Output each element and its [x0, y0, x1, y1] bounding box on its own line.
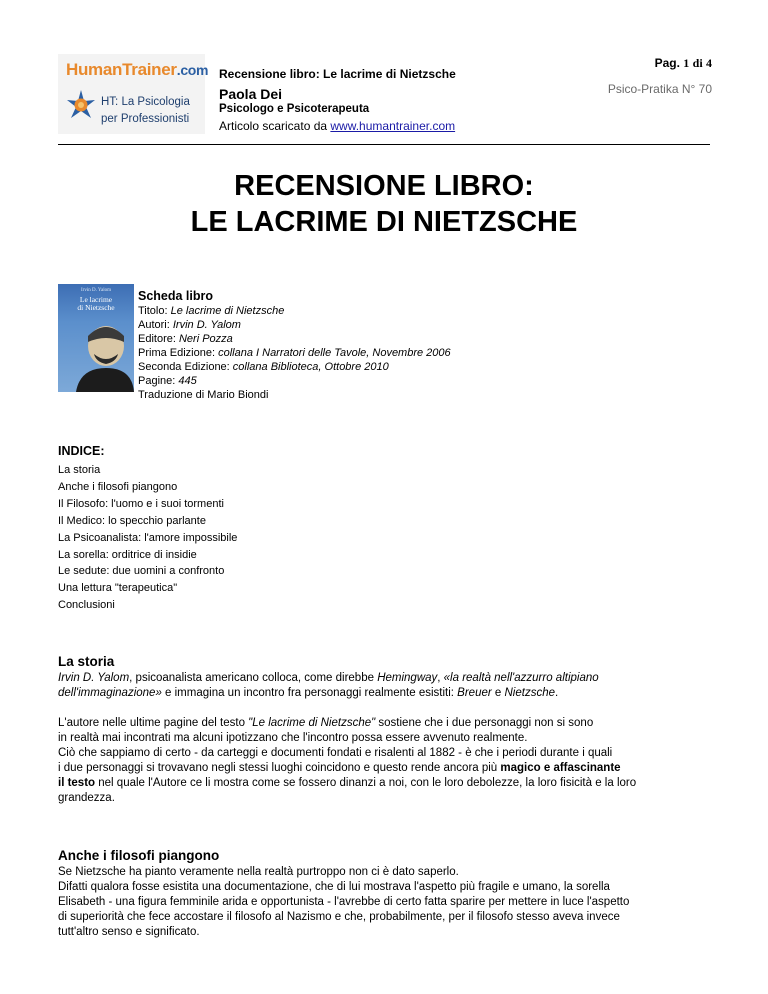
- header-divider: [58, 144, 710, 145]
- paragraph-filosofi: Se Nietzsche ha pianto veramente nella realtà purtroppo non ci è dato saperlo. Difatti qualora fosse esistita una documentazione, che di lui mostrava l'aspetto più fragile e umano, la sorella Elisabeth - una figura femminile arida e opportunista - l'avrebbe di certo fatta sparire per mettere in luce l'aspetto di superiorità che fece accostare il filosofo al Nazismo e che, probabilmente, per il filosofo stesso aveva invece tutt'altro senso e significato.: [58, 866, 630, 939]
- author-role: Psicologo e Psicoterapeuta: [219, 103, 370, 115]
- article-source: Articolo scaricato da www.humantrainer.com: [219, 119, 456, 133]
- document-title: Recensione libro: Le lacrime di Nietzsche: [219, 67, 456, 81]
- index-item: Conclusioni: [58, 599, 115, 612]
- book-cover-image: [58, 284, 134, 392]
- book-field-publisher: Editore: Neri Pozza: [138, 333, 233, 345]
- page-indicator: Pag. 1 di 4: [654, 56, 712, 70]
- book-field-first-edition: Prima Edizione: collana I Narratori delle Tavole, Novembre 2006: [138, 347, 451, 359]
- book-field-translation: Traduzione di Mario Biondi: [138, 389, 269, 401]
- section-heading-filosofi: Anche i filosofi piangono: [58, 848, 220, 863]
- star-emblem-icon: [66, 90, 96, 120]
- index-heading: INDICE:: [58, 444, 105, 458]
- logo-wordmark: HumanTrainer.com: [66, 60, 209, 79]
- index-item: La sorella: orditrice di insidie: [58, 548, 197, 561]
- issue-number: Psico-Pratika N° 70: [607, 82, 712, 96]
- paragraph-author-note: L'autore nelle ultime pagine del testo "Le lacrime di Nietzsche" sostiene che i due personaggi non si sono in realtà mai incontrati ma alcuni ipotizzano che l'incontro possa essere avvenuto realmente. Ciò che sappiamo di certo - da carteggi e documenti fondati e risalenti al 1882 - è che i periodi durante i quali i due personaggi si trovavano negli stessi luoghi coincidono e questo rende ancora più magico e affascinante il testo nel quale l'Autore ce li mostra come se fossero dinanzi a noi, con le loro debolezze, la loro fisicità e la loro grandezza.: [58, 717, 637, 805]
- book-field-second-edition: Seconda Edizione: collana Biblioteca, Ottobre 2010: [138, 361, 389, 373]
- site-logo[interactable]: [58, 54, 209, 134]
- cover-author: Irvin D. Yalom: [80, 288, 111, 293]
- section-heading-la-storia: La storia: [58, 654, 115, 669]
- index-item: Il Medico: lo specchio parlante: [58, 514, 206, 527]
- logo-tagline: HT: La Psicologia per Professionisti: [101, 96, 190, 125]
- index-item: Il Filosofo: l'uomo e i suoi tormenti: [58, 497, 224, 510]
- author-name: Paola Dei: [219, 86, 283, 102]
- paragraph-intro: Irvin D. Yalom, psicoanalista americano colloca, come direbbe Hemingway, «la realtà nell'azzurro altipiano dell'immaginazione» e immagina un incontro fra personaggi realmente esistiti: Breuer e Nietzsche.: [58, 672, 599, 700]
- book-sheet-heading: Scheda libro: [138, 289, 214, 303]
- source-link[interactable]: www.humantrainer.com: [330, 119, 456, 133]
- index-list: [58, 462, 237, 614]
- index-item: Anche i filosofi piangono: [58, 480, 178, 493]
- book-field-pages: Pagine: 445: [138, 375, 197, 387]
- book-field-authors: Autori: Irvin D. Yalom: [138, 319, 241, 331]
- index-item: La Psicoanalista: l'amore impossibile: [58, 531, 238, 544]
- book-field-title: Titolo: Le lacrime di Nietzsche: [138, 305, 285, 317]
- index-item: Una lettura "terapeutica": [58, 582, 178, 595]
- index-item: Le sedute: due uomini a confronto: [58, 565, 225, 578]
- index-item: La storia: [58, 464, 101, 476]
- page-title: RECENSIONE LIBRO: LE LACRIME DI NIETZSCHE: [190, 170, 578, 238]
- cover-title: Le lacrime di Nietzsche: [77, 295, 115, 312]
